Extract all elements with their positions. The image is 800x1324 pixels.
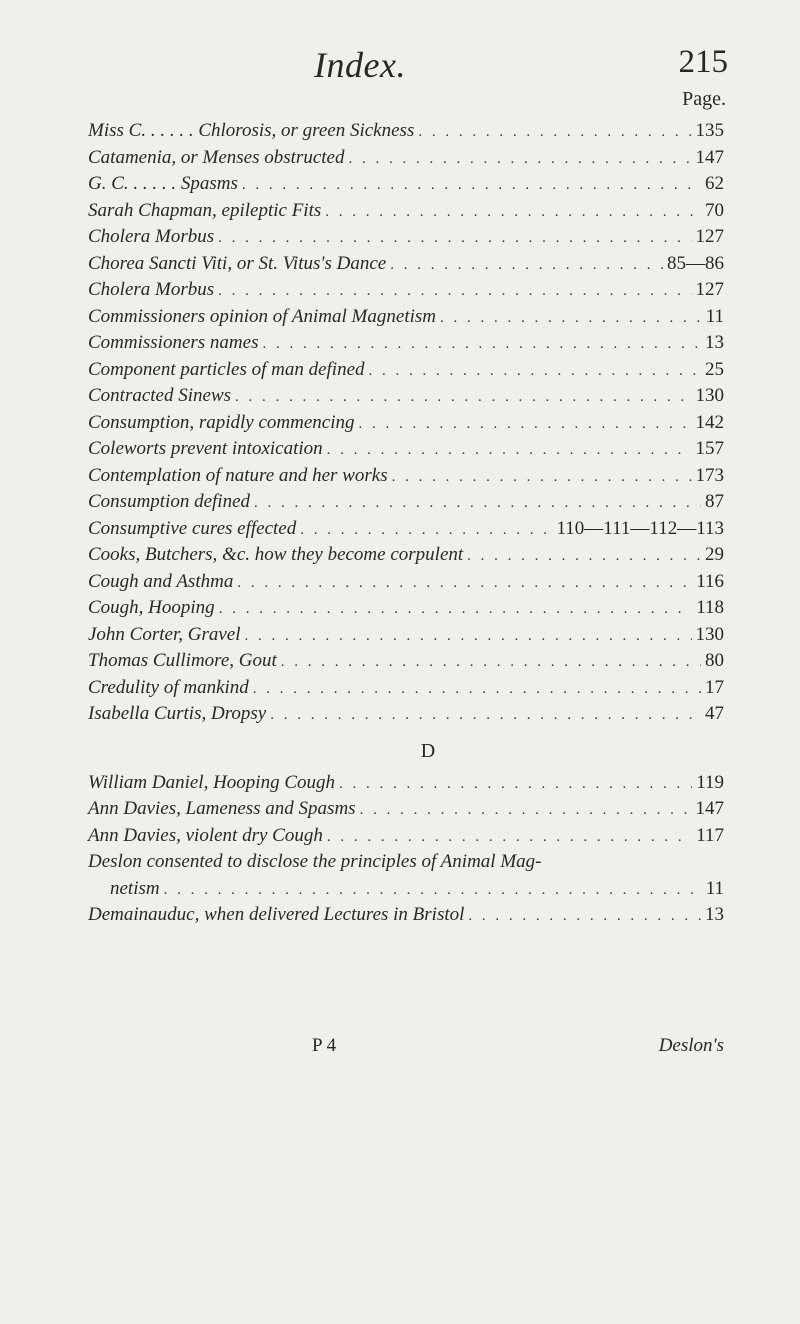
entry-page: 142 [695, 411, 724, 433]
index-entry [88, 306, 724, 333]
dot-leader [392, 469, 692, 486]
dot-leader [281, 654, 701, 671]
entry-page: 173 [695, 464, 724, 486]
dot-leader [468, 908, 701, 925]
entry-page: 85—86 [667, 252, 724, 274]
index-entry [88, 825, 724, 852]
index-entry [88, 544, 724, 571]
entry-text: Component particles of man defined [88, 358, 365, 380]
dot-leader [253, 681, 701, 698]
index-entry [88, 359, 724, 386]
entry-text: Commissioners opinion of Animal Magnetism [88, 305, 436, 327]
entry-page: 147 [695, 146, 724, 168]
index-entry [88, 703, 724, 730]
entry-page: 13 [705, 904, 724, 925]
entry-text: Isabella Curtis, Dropsy [88, 703, 267, 724]
index-entries [88, 120, 724, 931]
wrapped-entry-continuation [88, 878, 724, 905]
entry-text: Catamenia, or Menses obstructed [88, 146, 345, 168]
dot-leader [390, 257, 663, 274]
entry-text: Sarah Chapman, epileptic Fits [88, 199, 322, 221]
entry-page: 62 [705, 173, 724, 194]
dot-leader [300, 522, 552, 539]
index-entry [88, 412, 724, 439]
entry-page: 127 [695, 226, 724, 247]
entry-text: Cholera Morbus [88, 226, 215, 247]
entry-page: 13 [705, 332, 724, 353]
dot-leader [440, 310, 702, 327]
dot-leader [327, 442, 692, 459]
dot-leader [339, 776, 692, 793]
entry-text: Cholera Morbus [88, 279, 215, 300]
dot-leader [242, 177, 701, 194]
entry-text: G. C. . . . . . Spasms [88, 173, 238, 194]
entry-page: 117 [696, 824, 724, 846]
dot-leader [270, 707, 701, 724]
entry-page: 110—111—112—113 [556, 517, 724, 539]
entry-text: Thomas Cullimore, Gout [88, 650, 277, 671]
index-entry [88, 147, 724, 174]
dot-leader [418, 124, 691, 141]
index-entry [88, 200, 724, 227]
wrapped-entry-first-line: Deslon consented to disclose the principles of Animal Mag- [88, 851, 542, 872]
entry-page: 70 [705, 199, 724, 221]
entry-text: Commissioners names [88, 332, 259, 353]
dot-leader [359, 416, 692, 433]
index-entry [88, 465, 724, 492]
entry-text: Coleworts prevent intoxication [88, 438, 323, 459]
dot-leader [218, 230, 691, 247]
dot-leader [237, 575, 692, 592]
running-head [88, 0, 728, 110]
page-column-label: Page. [682, 88, 726, 110]
entry-page: 119 [696, 771, 724, 793]
index-entry [88, 571, 724, 598]
entry-text: Ann Davies, violent dry Cough [88, 824, 323, 846]
entry-page: 80 [705, 650, 724, 671]
entry-page: 11 [705, 877, 724, 899]
index-entry [88, 491, 724, 518]
entry-page: 47 [705, 703, 724, 724]
dot-leader [325, 204, 701, 221]
entry-page: 130 [695, 385, 724, 406]
index-entry [88, 332, 724, 359]
index-entry [88, 226, 724, 253]
entry-page: 147 [695, 798, 724, 819]
index-entry [88, 904, 724, 931]
dot-leader [218, 283, 691, 300]
dot-leader [164, 882, 702, 899]
entry-page: 130 [695, 623, 724, 645]
entry-text: Consumption defined [88, 491, 251, 512]
index-entry [88, 438, 724, 465]
entry-text: netism [110, 877, 160, 899]
signature-mark: P 4 [312, 1035, 337, 1056]
entry-page: 29 [705, 544, 724, 565]
index-entry [88, 677, 724, 704]
index-entry [88, 173, 724, 200]
entry-text: Demainauduc, when delivered Lectures in Bristol [88, 904, 465, 925]
entry-text: Credulity of mankind [88, 676, 249, 698]
entry-text: Consumptive cures effected [88, 517, 297, 539]
entry-text: William Daniel, Hooping Cough [88, 771, 335, 793]
index-entry [88, 279, 724, 306]
entry-text: Miss C. . . . . . Chlorosis, or green Sickness [88, 120, 415, 141]
entry-text: Cough and Asthma [88, 570, 234, 592]
entry-text: Chorea Sancti Viti, or St. Vitus's Dance [88, 252, 387, 274]
page-number: 215 [678, 44, 728, 80]
page-title: Index. [314, 45, 406, 85]
index-entry [88, 597, 724, 624]
entry-text: Ann Davies, Lameness and Spasms [88, 798, 356, 819]
index-entry [88, 624, 724, 651]
entry-page: 127 [695, 279, 724, 300]
entry-page: 11 [705, 305, 724, 327]
entry-page: 118 [696, 597, 724, 618]
dot-leader [369, 363, 701, 380]
entry-page: 135 [695, 120, 724, 141]
entry-text: Consumption, rapidly commencing [88, 411, 355, 433]
catchword: Deslon's [658, 1035, 724, 1056]
entry-page: 116 [696, 570, 724, 592]
index-entry [88, 798, 724, 825]
entry-text: John Corter, Gravel [88, 623, 241, 645]
index-entry [88, 518, 724, 545]
entry-page: 17 [705, 676, 724, 698]
index-entry [88, 385, 724, 412]
index-entry [88, 772, 724, 799]
page-footer [88, 1035, 724, 1065]
entry-text: Cooks, Butchers, &c. how they become corpulent [88, 544, 464, 565]
dot-leader [254, 495, 701, 512]
entry-page: 25 [705, 358, 724, 380]
index-entry [88, 120, 724, 147]
index-entry [88, 650, 724, 677]
dot-leader [467, 548, 701, 565]
entry-page: 87 [705, 491, 724, 512]
dot-leader [327, 829, 692, 846]
entry-text: Contracted Sinews [88, 385, 232, 406]
index-entry [88, 253, 724, 280]
dot-leader [245, 628, 692, 645]
entry-page: 157 [695, 438, 724, 459]
dot-leader [235, 389, 691, 406]
section-letter: D [420, 739, 436, 762]
dot-leader [360, 802, 692, 819]
dot-leader [348, 151, 691, 168]
dot-leader [262, 336, 701, 353]
entry-text: Cough, Hooping [88, 597, 215, 618]
dot-leader [219, 601, 693, 618]
entry-text: Contemplation of nature and her works [88, 464, 388, 486]
index-page [88, 0, 728, 1056]
